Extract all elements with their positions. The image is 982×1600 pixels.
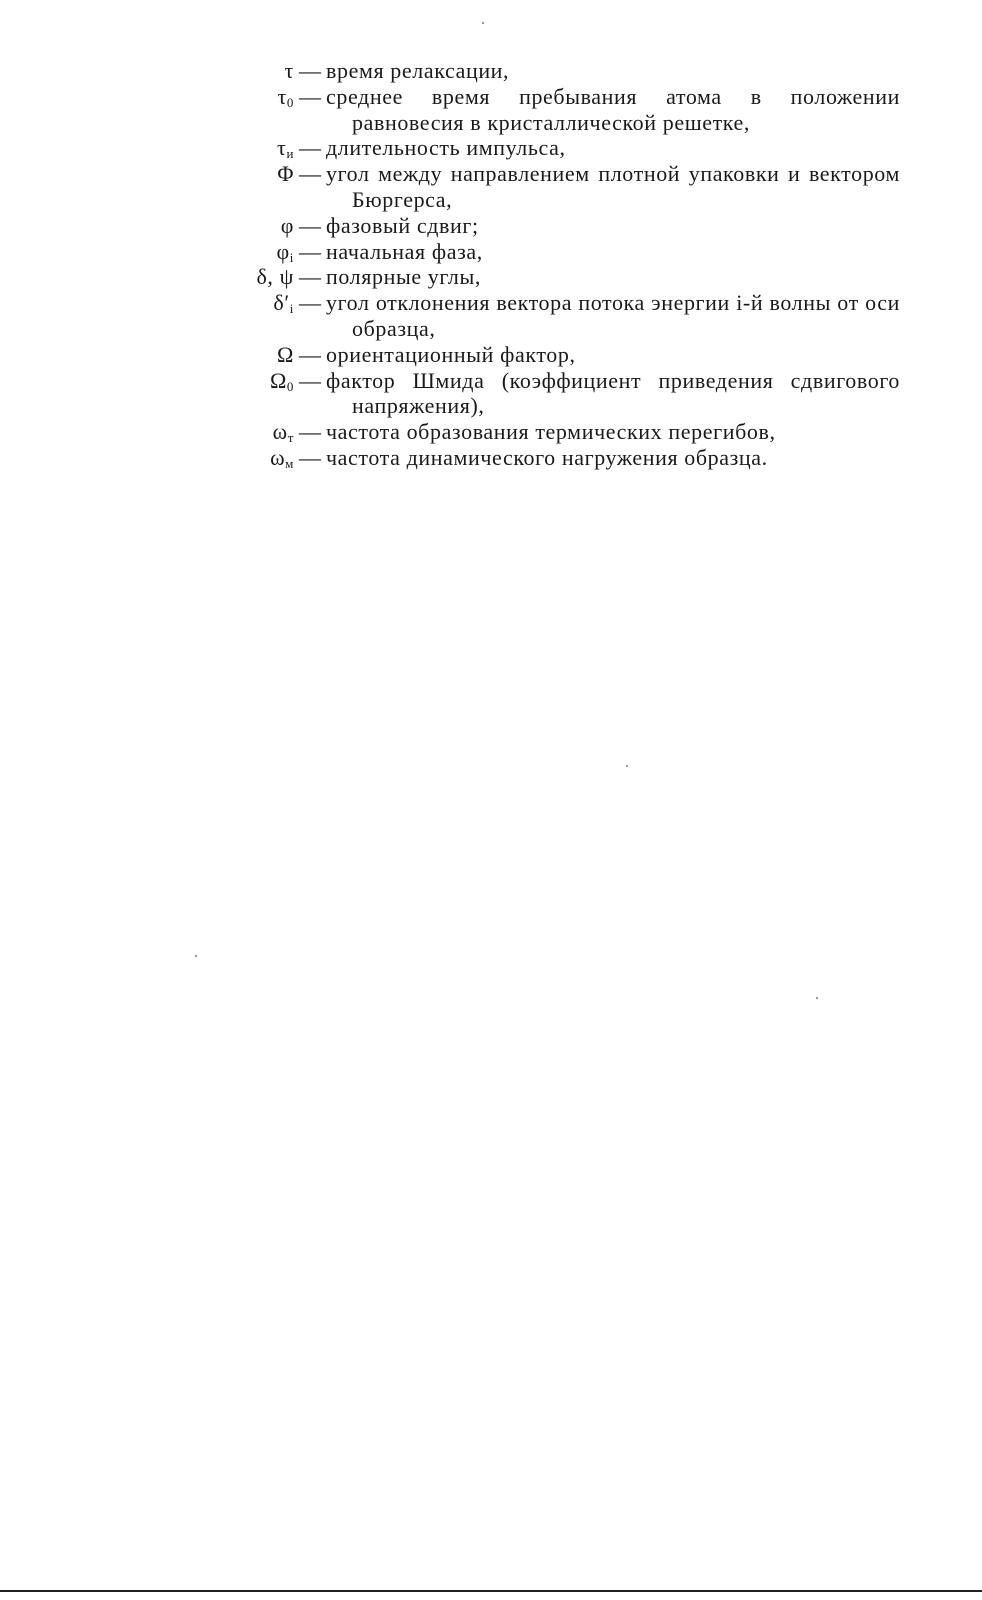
entry-dash: — xyxy=(299,290,322,316)
glossary-entry xyxy=(200,264,900,290)
entry-symbol: δ, ψ xyxy=(256,264,294,290)
glossary-entry xyxy=(200,84,900,136)
entry-symbol: τ xyxy=(284,58,294,83)
entry-dash: — xyxy=(299,264,322,290)
page-bottom-edge xyxy=(0,1590,982,1592)
entry-dash: — xyxy=(299,161,322,187)
entry-symbol: $\Omega_0$ xyxy=(269,367,294,394)
entry-definition: среднее время пребывания атома в положении равновесия в кристаллической решетке, xyxy=(326,83,900,135)
entry-definition: угол отклонения вектора потока энергии i-й волны от оси образца, xyxy=(326,290,900,341)
entry-symbol: $\varphi_i$ xyxy=(276,238,294,265)
entry-symbol: $\delta'_i$ xyxy=(273,290,294,317)
entry-symbol: $\omega_м$ xyxy=(270,444,294,471)
entry-dash: — xyxy=(299,238,322,264)
entry-dash: — xyxy=(299,58,322,83)
entry-dash: — xyxy=(299,212,322,238)
glossary-entry xyxy=(200,368,900,420)
entry-dash: — xyxy=(299,83,322,109)
entry-definition: фазовый сдвиг; xyxy=(326,212,479,238)
glossary-entry xyxy=(200,342,900,368)
glossary-entry xyxy=(200,290,900,342)
glossary-entry xyxy=(200,135,900,161)
entry-definition: фактор Шмида (коэффициент приведения сдвигового напряжения), xyxy=(326,367,900,419)
scan-speck xyxy=(482,22,484,24)
entry-definition: ориентационный фактор, xyxy=(326,341,576,367)
scan-speck xyxy=(195,955,197,957)
entry-dash: — xyxy=(299,341,322,367)
entry-definition: начальная фаза, xyxy=(326,238,483,264)
glossary-entry xyxy=(200,419,900,445)
entry-definition: полярные углы, xyxy=(326,264,481,290)
entry-dash: — xyxy=(299,444,322,470)
entry-definition: длительность импульса, xyxy=(326,135,566,161)
entry-definition: частота образования термических перегибов, xyxy=(326,419,776,445)
glossary-entry xyxy=(200,58,900,84)
scan-speck xyxy=(816,997,818,999)
entry-definition: угол между направлением плотной упаковки и вектором Бюргерса, xyxy=(326,161,900,212)
glossary-entry xyxy=(200,239,900,265)
entry-dash: — xyxy=(299,419,322,445)
entry-symbol: $\tau_и$ xyxy=(276,135,294,162)
glossary-entry xyxy=(200,213,900,239)
entry-definition: частота динамического нагружения образца. xyxy=(326,444,768,470)
scan-speck xyxy=(626,765,628,767)
entry-symbol: $\tau_0$ xyxy=(277,83,294,110)
entry-symbol: Φ xyxy=(277,161,294,187)
symbol-glossary xyxy=(200,58,900,471)
entry-dash: — xyxy=(299,367,322,393)
glossary-entry xyxy=(200,161,900,213)
entry-symbol: φ xyxy=(280,212,294,238)
entry-symbol: $\omega_т$ xyxy=(272,419,294,446)
entry-symbol: Ω xyxy=(277,341,294,367)
entry-dash: — xyxy=(299,135,322,161)
entry-definition: время релаксации, xyxy=(326,58,510,83)
glossary-entry xyxy=(200,445,900,471)
